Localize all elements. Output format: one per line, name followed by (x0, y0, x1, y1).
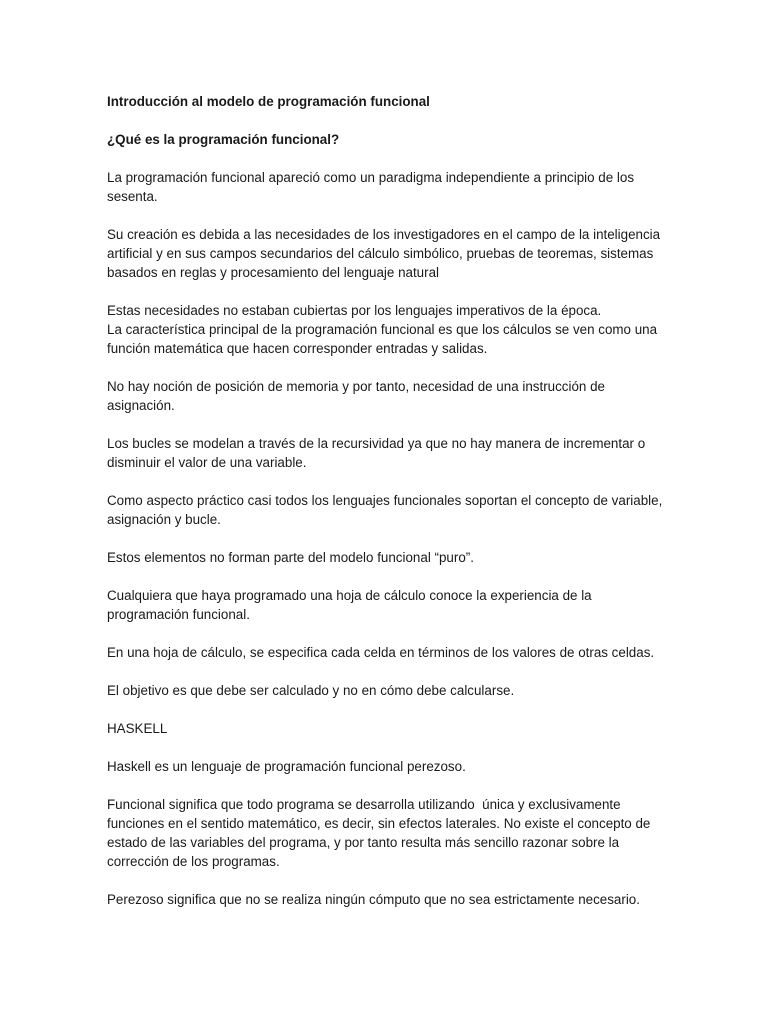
paragraph: En una hoja de cálculo, se especifica cada celda en términos de los valores de otras celdas. (107, 645, 655, 660)
paragraph: Cualquiera que haya programado una hoja de cálculo conoce la experiencia de la programación funcional. (107, 588, 596, 622)
section-question: ¿Qué es la programación funcional? (107, 132, 340, 147)
paragraph: No hay noción de posición de memoria y por tanto, necesidad de una instrucción de asignación. (107, 379, 609, 413)
document-title: Introducción al modelo de programación funcional (107, 94, 430, 109)
paragraph: La programación funcional apareció como un paradigma independiente a principio de los sesenta. (107, 170, 638, 204)
paragraph: Estos elementos no forman parte del modelo funcional “puro”. (107, 550, 474, 565)
section-heading-haskell: HASKELL (107, 721, 168, 736)
paragraph: Haskell es un lenguaje de programación funcional perezoso. (107, 759, 466, 774)
paragraph: El objetivo es que debe ser calculado y no en cómo debe calcularse. (107, 683, 515, 698)
paragraph: Estas necesidades no estaban cubiertas por los lenguajes imperativos de la época. La característica principal de la programación funcional es que los cálculos se ven como una función matemática que hacen corresponder entradas y salidas. (107, 303, 658, 356)
paragraph: Los bucles se modelan a través de la recursividad ya que no hay manera de incrementar o disminuir el valor de una variable. (107, 436, 649, 470)
paragraph: Perezoso significa que no se realiza ningún cómputo que no sea estrictamente necesario. (107, 892, 640, 907)
paragraph: Su creación es debida a las necesidades de los investigadores en el campo de la inteligencia artificial y en sus campos secundarios del cálculo simbólico, pruebas de teoremas, sistemas basados en reglas y procesamiento del lenguaje natural (107, 227, 664, 280)
document-body (107, 92, 667, 928)
paragraph: Funcional significa que todo programa se desarrolla utilizando única y exclusivamente funciones en el sentido matemático, es decir, sin efectos laterales. No existe el concepto de estado de las variables del programa, y por tanto resulta más sencillo razonar sobre la corrección de los programas. (107, 797, 655, 869)
paragraph: Como aspecto práctico casi todos los lenguajes funcionales soportan el concepto de variable, asignación y bucle. (107, 493, 667, 527)
